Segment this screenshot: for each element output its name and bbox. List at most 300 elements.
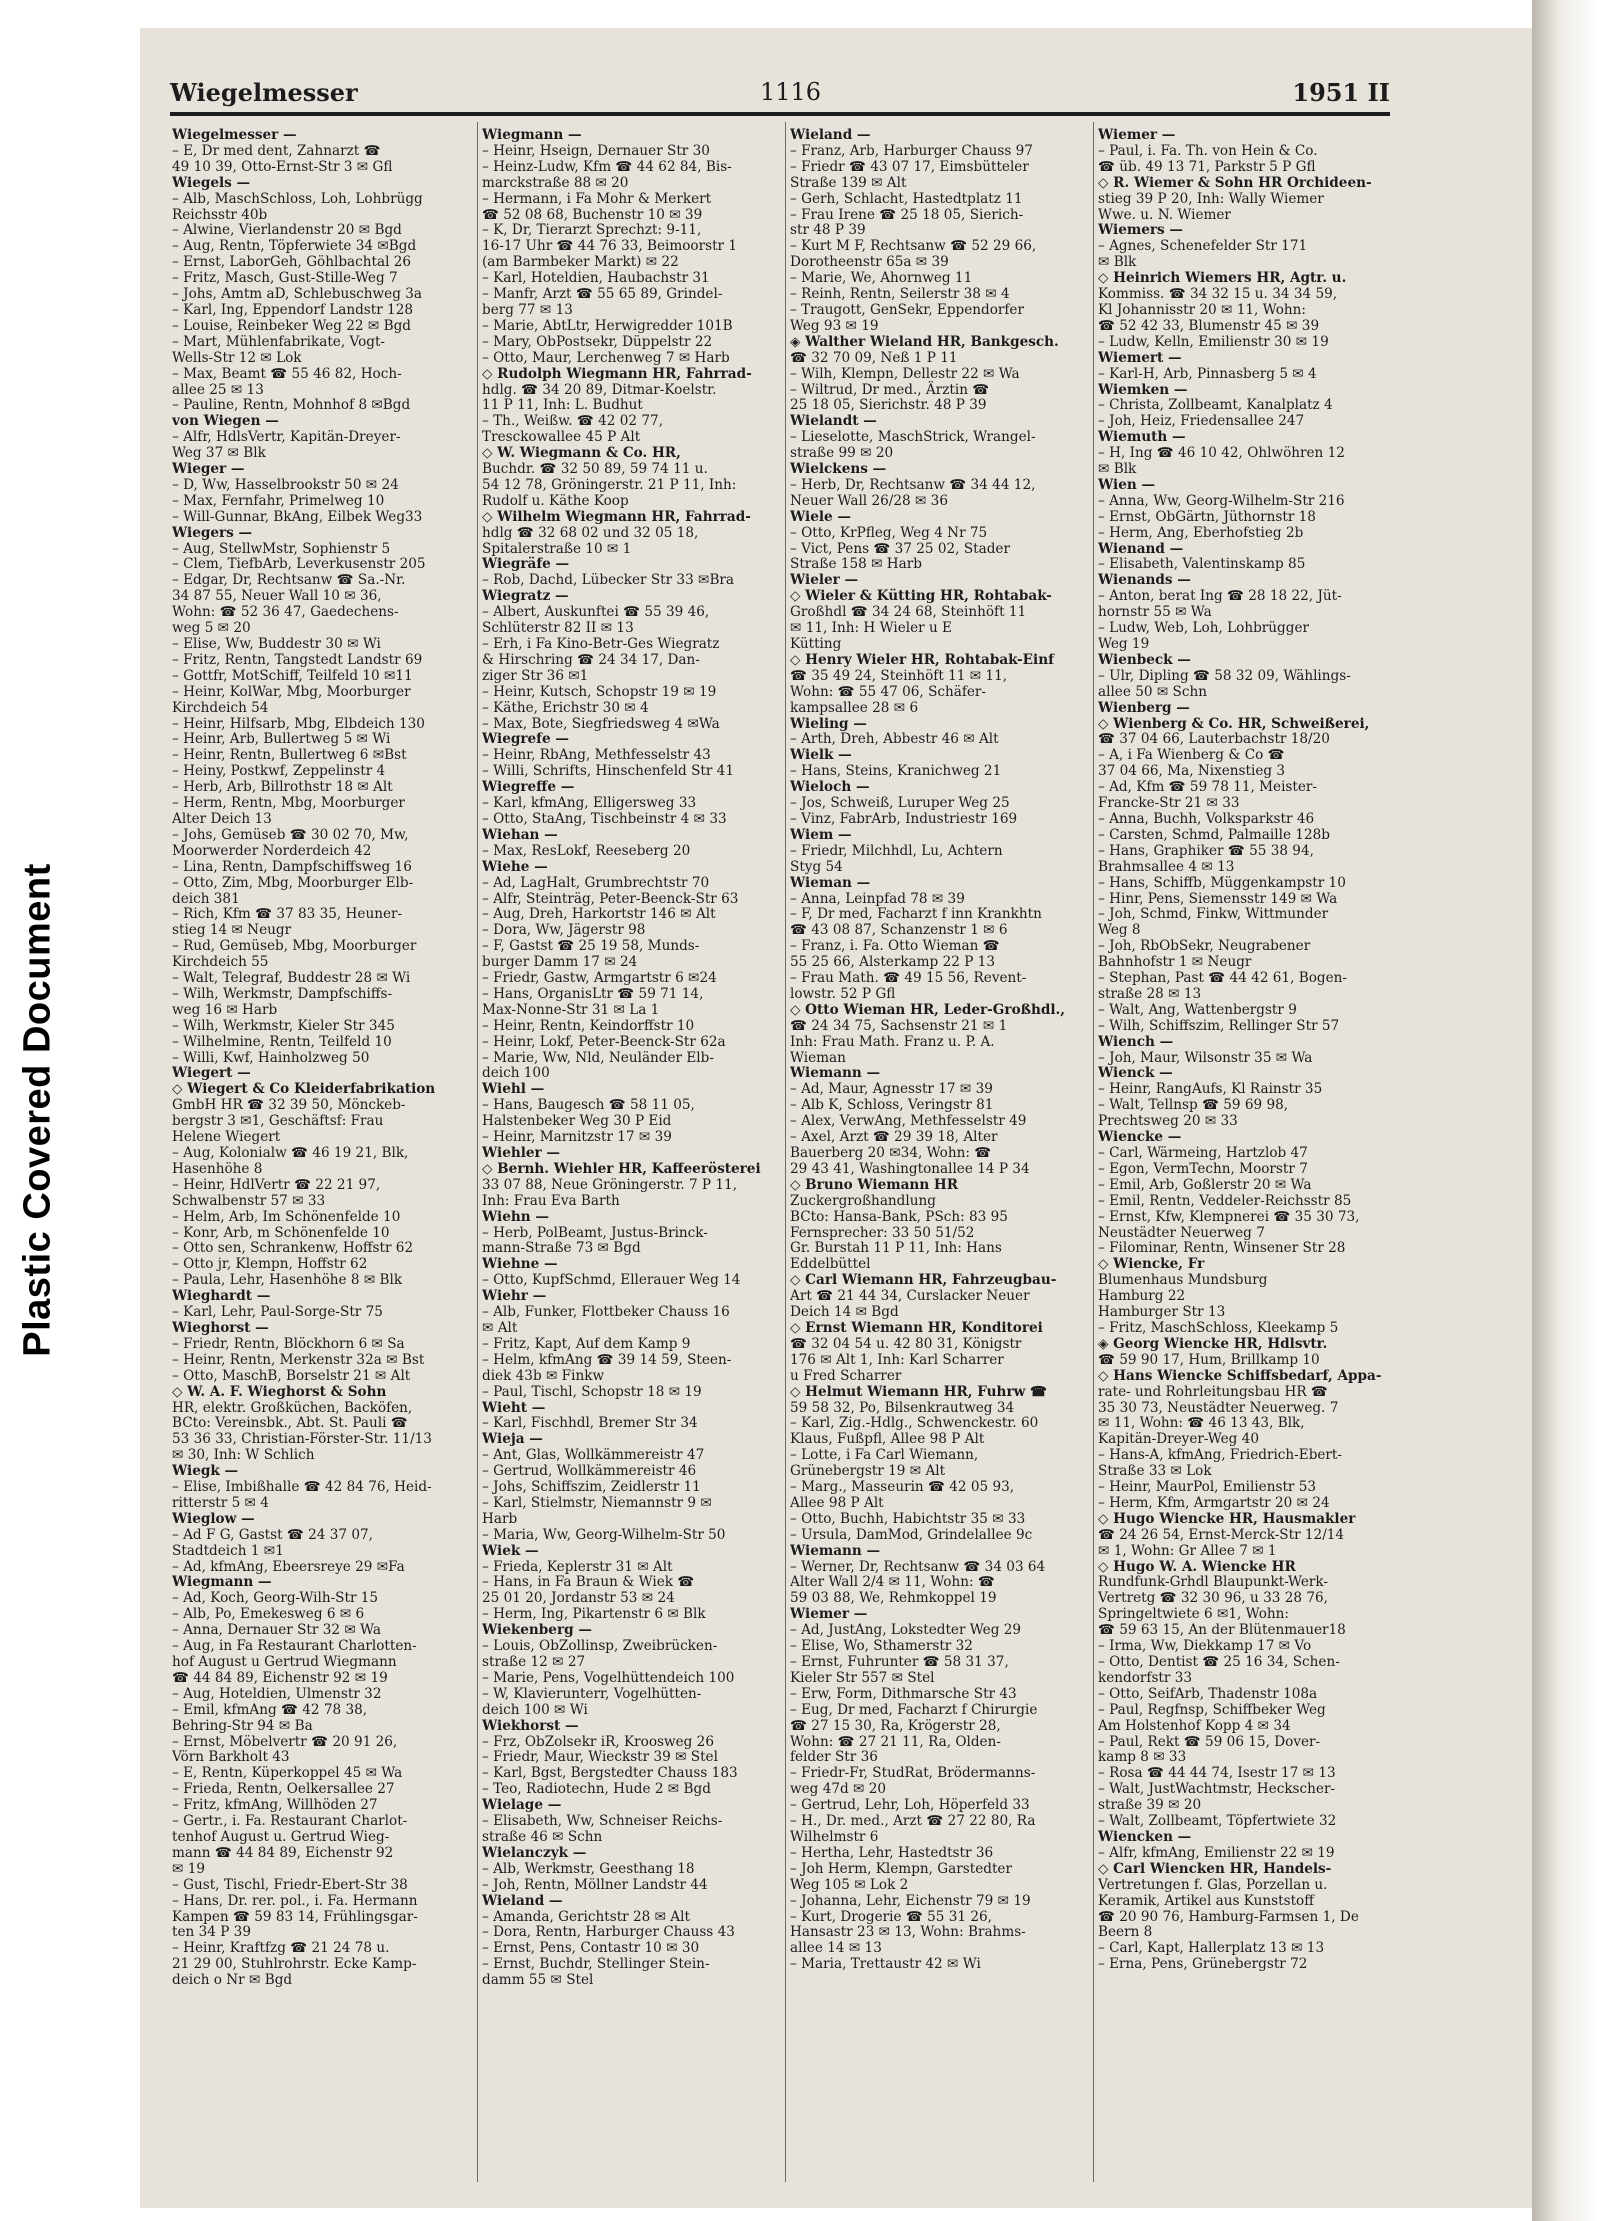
directory-entry-line: – Otto sen, Schrankenw, Hoffstr 62	[172, 1240, 414, 1257]
directory-entry-line: Wohn: ☎ 27 21 11, Ra, Olden-	[790, 1733, 1001, 1750]
directory-entry-line: straße 39 ✉ 20	[1098, 1797, 1202, 1814]
directory-entry-line: ☎ 44 84 89, Eichenstr 92 ✉ 19	[172, 1669, 388, 1686]
directory-entry-line: – Ulr, Dipling ☎ 58 32 09, Wählings-	[1098, 667, 1351, 684]
directory-entry-line: – Th., Weißw. ☎ 42 02 77,	[482, 413, 664, 430]
directory-entry-line: Wien —	[1098, 476, 1156, 493]
directory-entry-line: felder Str 36	[790, 1749, 878, 1766]
directory-entry-line: Reichsstr 40b	[172, 206, 268, 223]
directory-entry-line: – Wilh, Werkmstr, Kieler Str 345	[172, 1017, 395, 1034]
directory-column-2	[482, 128, 780, 2188]
directory-entry-line: – Otto, KrPfleg, Weg 4 Nr 75	[790, 524, 988, 541]
edition-label: 1951 II	[1292, 78, 1390, 107]
directory-entry-line: – Teo, Radiotechn, Hude 2 ✉ Bgd	[482, 1781, 711, 1798]
directory-entry-line: straße 12 ✉ 27	[482, 1654, 586, 1670]
directory-entry-line: – Christa, Zollbeamt, Kanalplatz 4	[1098, 397, 1333, 414]
directory-entry-line: Wielanczyk —	[482, 1844, 587, 1861]
column-divider	[477, 122, 478, 2182]
directory-entry-line: Wiehl —	[482, 1081, 545, 1098]
directory-entry-line: Wiegelmesser —	[172, 128, 297, 143]
directory-entry-line: Francke-Str 21 ✉ 33	[1098, 795, 1240, 812]
directory-entry-line: ◈ Georg Wiencke HR, Hdlsvtr.	[1098, 1335, 1328, 1352]
directory-entry-line: – Otto, Buchh, Habichtstr 35 ✉ 33	[790, 1510, 1026, 1527]
directory-entry-line: – Otto, Zim, Mbg, Moorburger Elb-	[172, 874, 414, 891]
directory-entry-line: bergstr 3 ✉1, Geschäftsf: Frau	[172, 1113, 384, 1130]
directory-entry-line: – Johs, Gemüseb ☎ 30 02 70, Mw,	[172, 826, 409, 843]
directory-entry-line: ten 34 P 39	[172, 1924, 251, 1941]
directory-entry-line: – Hans, Graphiker ☎ 55 38 94,	[1098, 842, 1314, 859]
directory-entry-line: Inh: Frau Eva Barth	[482, 1192, 620, 1209]
directory-entry-line: – Frz, ObZolsekr iR, Kroosweg 26	[482, 1733, 714, 1750]
directory-column-4	[1098, 128, 1394, 2188]
directory-entry-line: Wiegert —	[172, 1065, 251, 1082]
directory-entry-line: – Rosa ☎ 44 44 74, Isestr 17 ✉ 13	[1098, 1765, 1336, 1782]
directory-entry-line: hdlg ☎ 32 68 02 und 32 05 18,	[482, 524, 699, 541]
directory-entry-line: Wieman —	[790, 874, 871, 891]
directory-entry-line: – Anna, Dernauer Str 32 ✉ Wa	[172, 1622, 381, 1639]
directory-entry-line: damm 55 ✉ Stel	[482, 1972, 594, 1989]
directory-entry-line: – Vict, Pens ☎ 37 25 02, Stader	[790, 540, 1010, 557]
directory-entry-line: – Paul, Tischl, Schopstr 18 ✉ 19	[482, 1383, 702, 1400]
directory-entry-line: – Emil, Rentn, Veddeler-Reichsstr 85	[1098, 1192, 1352, 1209]
directory-entry-line: Moorwerder Norderdeich 42	[172, 842, 372, 859]
directory-entry-line: – Marie, We, Ahornweg 11	[790, 270, 973, 287]
directory-entry-line: ◇ Wienberg & Co. HR, Schweißerei,	[1098, 715, 1370, 732]
directory-entry-line: ◈ Walther Wieland HR, Bankgesch.	[790, 333, 1059, 350]
directory-entry-line: Wielandt —	[790, 413, 877, 430]
directory-entry-line: BCto: Vereinsbk., Abt. St. Pauli ☎	[172, 1415, 408, 1432]
directory-entry-line: – Heiny, Postkwf, Zeppelinstr 4	[172, 763, 386, 780]
directory-entry-line: Eddelbüttel	[790, 1256, 871, 1273]
page-header	[170, 70, 1390, 112]
column-divider	[785, 122, 786, 2182]
directory-entry-line: – Friedr, Milchhdl, Lu, Achtern	[790, 842, 1003, 859]
directory-entry-line: – Anna, Ww, Georg-Wilhelm-Str 216	[1098, 492, 1345, 509]
directory-entry-line: Wiehn —	[482, 1208, 549, 1225]
directory-entry-line: Wiemer —	[790, 1606, 868, 1623]
directory-entry-line: – Elise, Ww, Buddestr 30 ✉ Wi	[172, 636, 381, 652]
directory-entry-line: – Wilh, Werkmstr, Dampfschiffs-	[172, 985, 393, 1002]
directory-entry-line: Vörn Barkholt 43	[172, 1749, 290, 1766]
directory-entry-line: Weg 105 ✉ Lok 2	[790, 1876, 909, 1893]
directory-entry-line: – Wilh, Schiffszim, Rellinger Str 57	[1098, 1017, 1340, 1034]
directory-entry-line: – Rob, Dachd, Lübecker Str 33 ✉Bra	[482, 572, 735, 589]
directory-entry-line: Klaus, Fußpfl, Allee 98 P Alt	[790, 1431, 985, 1448]
directory-entry-line: – E, Rentn, Küperkoppel 45 ✉ Wa	[172, 1765, 403, 1782]
directory-entry-line: ziger Str 36 ✉1	[482, 667, 589, 684]
directory-entry-line: – Walt, Zollbeamt, Töpfertwiete 32	[1098, 1813, 1337, 1830]
directory-entry-line: – Alb, MaschSchloss, Loh, Lohbrügg	[172, 190, 423, 207]
directory-entry-line: Wiemann —	[790, 1065, 881, 1082]
directory-entry-line: – Ad, JustAng, Lokstedter Weg 29	[790, 1622, 1022, 1639]
directory-entry-line: – Will-Gunnar, BkAng, Eilbek Weg33	[172, 508, 423, 525]
directory-entry-line: Tresckowallee 45 P Alt	[482, 429, 641, 446]
directory-entry-line: Stadtdeich 1 ✉1	[172, 1542, 284, 1559]
directory-entry-line: – Carl, Wärmeing, Hartzlob 47	[1098, 1145, 1308, 1161]
directory-entry-line: ✉ 19	[172, 1860, 206, 1877]
directory-entry-line: – Herm, Rentn, Mbg, Moorburger	[172, 795, 405, 812]
directory-entry-line: – Gertr., i. Fa. Restaurant Charlot-	[172, 1813, 408, 1830]
directory-entry-line: ◇ Bruno Wiemann HR	[790, 1176, 959, 1193]
directory-entry-line: Wiehe —	[482, 858, 548, 875]
directory-entry-line: – Otto, MaschB, Borselstr 21 ✉ Alt	[172, 1367, 411, 1384]
directory-entry-line: – Maria, Trettaustr 42 ✉ Wi	[790, 1956, 981, 1973]
directory-entry-line: – Louise, Reinbeker Weg 22 ✉ Bgd	[172, 317, 411, 334]
directory-entry-line: Kampen ☎ 59 83 14, Frühlingsgar-	[172, 1908, 418, 1925]
directory-entry-line: – Aug, Dreh, Harkortstr 146 ✉ Alt	[482, 906, 716, 923]
directory-entry-line: – K, Dr, Tierarzt Sprechzt: 9-11,	[482, 222, 702, 239]
directory-entry-line: Brahmsallee 4 ✉ 13	[1098, 858, 1235, 875]
directory-entry-line: Kapitän-Dreyer-Weg 40	[1098, 1431, 1259, 1448]
directory-entry-line: – Arth, Dreh, Abbestr 46 ✉ Alt	[790, 731, 999, 748]
directory-entry-line: – Dora, Rentn, Harburger Chauss 43	[482, 1924, 735, 1941]
directory-entry-line: – Marg., Masseurin ☎ 42 05 93,	[790, 1479, 1015, 1496]
directory-entry-line: – Herm, Kfm, Armgartstr 20 ✉ 24	[1098, 1494, 1330, 1511]
directory-entry-line: – Ludw, Kelln, Emilienstr 30 ✉ 19	[1098, 333, 1329, 350]
directory-entry-line: Wiench —	[1098, 1033, 1174, 1050]
directory-entry-line: 11 P 11, Inh: L. Budhut	[482, 397, 643, 414]
directory-entry-line: – Vinz, FabrArb, Industriestr 169	[790, 810, 1018, 827]
directory-entry-line: – Elisabeth, Ww, Schneiser Reichs-	[482, 1813, 723, 1830]
directory-entry-line: ◇ Otto Wieman HR, Leder-Großhdl.,	[790, 1001, 1065, 1018]
directory-entry-line: – Frau Math. ☎ 49 15 56, Revent-	[790, 970, 1027, 987]
directory-entry-line: – Heinr, Rentn, Merkenstr 32a ✉ Bst	[172, 1351, 425, 1368]
directory-entry-line: ◇ W. A. F. Wieghorst & Sohn	[172, 1383, 387, 1400]
directory-entry-line: ✉ 11, Wohn: ☎ 46 13 43, Blk,	[1098, 1415, 1305, 1432]
directory-entry-line: – Alb, Po, Emekesweg 6 ✉ 6	[172, 1606, 365, 1623]
directory-entry-line: Wiemers —	[1098, 222, 1184, 239]
directory-entry-line: – Helm, Arb, Im Schönenfelde 10	[172, 1208, 401, 1225]
directory-entry-line: – Johanna, Lehr, Eichenstr 79 ✉ 19	[790, 1892, 1031, 1909]
directory-entry-line: Wohn: ☎ 52 36 47, Gaedechens-	[172, 604, 399, 621]
directory-entry-line: – Walt, JustWachtmstr, Heckscher-	[1098, 1781, 1336, 1798]
directory-entry-line: ✉ 1, Wohn: Gr Allee 7 ✉ 1	[1098, 1542, 1277, 1559]
directory-entry-line: Weg 8	[1098, 922, 1141, 939]
directory-entry-line: – Ant, Glas, Wollkämmereistr 47	[482, 1447, 705, 1464]
directory-entry-line: – Traugott, GenSekr, Eppendorfer	[790, 301, 1024, 318]
directory-entry-line: ☎ 35 49 24, Steinhöft 11 ✉ 11,	[790, 667, 1008, 684]
directory-entry-line: – Friedr, Maur, Wieckstr 39 ✉ Stel	[482, 1749, 718, 1766]
directory-entry-line: Kütting	[790, 636, 842, 652]
directory-entry-line: str 48 P 39	[790, 222, 866, 239]
directory-entry-line: – Friedr-Fr, StudRat, Brödermanns-	[790, 1765, 1036, 1782]
directory-entry-line: 33 07 88, Neue Gröningerstr. 7 P 11,	[482, 1176, 738, 1193]
directory-entry-line: Max-Nonne-Str 31 ✉ La 1	[482, 1001, 660, 1018]
directory-entry-line: – Carl, Kapt, Hallerplatz 13 ✉ 13	[1098, 1940, 1325, 1957]
directory-entry-line: Gr. Burstah 11 P 11, Inh: Hans	[790, 1240, 1002, 1257]
directory-entry-line: ◇ W. Wiegmann & Co. HR,	[482, 445, 681, 462]
directory-entry-line: – F, Dr med, Facharzt f inn Krankhtn	[790, 906, 1042, 923]
directory-entry-line: – Ad, Kfm ☎ 59 78 11, Meister-	[1098, 779, 1317, 796]
directory-entry-line: – Amanda, Gerichtstr 28 ✉ Alt	[482, 1908, 690, 1925]
directory-entry-line: burger Damm 17 ✉ 24	[482, 954, 638, 971]
directory-entry-line: – Ernst, LaborGeh, Göhlbachtal 26	[172, 254, 412, 271]
directory-entry-line: – Alb, Funker, Flottbeker Chauss 16	[482, 1304, 730, 1321]
directory-entry-line: Wieger —	[172, 461, 245, 478]
directory-entry-line: – Franz, Arb, Harburger Chauss 97	[790, 142, 1033, 159]
directory-entry-line: Straße 33 ✉ Lok	[1098, 1463, 1212, 1480]
directory-entry-line: – Johs, Amtm aD, Schlebuschweg 3a	[172, 286, 422, 303]
directory-entry-line: straße 28 ✉ 13	[1098, 985, 1202, 1002]
directory-entry-line: – Hinr, Pens, Siemensstr 149 ✉ Wa	[1098, 890, 1338, 907]
directory-entry-line: Springeltwiete 6 ✉1, Wohn:	[1098, 1606, 1290, 1623]
directory-entry-line: – Karl-H, Arb, Pinnasberg 5 ✉ 4	[1098, 365, 1317, 382]
directory-entry-line: ☎ 59 90 17, Hum, Brillkamp 10	[1098, 1351, 1320, 1368]
directory-entry-line: Halstenbeker Weg 30 P Eid	[482, 1113, 672, 1130]
directory-entry-line: – Lina, Rentn, Dampfschiffsweg 16	[172, 858, 412, 875]
directory-entry-line: – Paul, Regfnsp, Schiffbeker Weg	[1098, 1701, 1326, 1718]
directory-entry-line: Wiegk —	[172, 1463, 239, 1480]
directory-entry-line: Großhdl ☎ 34 24 68, Steinhöft 11	[790, 604, 1027, 621]
directory-entry-line: – Heinr, Rentn, Keindorffstr 10	[482, 1017, 695, 1034]
directory-entry-line: – Maria, Ww, Georg-Wilhelm-Str 50	[482, 1526, 726, 1543]
directory-entry-line: – Agnes, Schenefelder Str 171	[1098, 238, 1308, 255]
directory-entry-line: Allee 98 P Alt	[790, 1494, 884, 1511]
directory-entry-line: deich 100 ✉ Wi	[482, 1701, 588, 1718]
directory-entry-line: Wells-Str 12 ✉ Lok	[172, 349, 302, 366]
column-divider	[1093, 122, 1094, 2182]
directory-entry-line: 59 58 32, Po, Bilsenkrautweg 34	[790, 1399, 1015, 1416]
directory-entry-line: Wiencke —	[1098, 1129, 1182, 1146]
directory-entry-line: ✉ Blk	[1098, 461, 1137, 478]
directory-entry-line: – Alfr, HdlsVertr, Kapitän-Dreyer-	[172, 429, 401, 446]
directory-entry-line: – Dora, Ww, Jägerstr 98	[482, 922, 646, 939]
directory-entry-line: Wiele —	[790, 508, 851, 525]
directory-entry-line: – Heinr, RangAufs, Kl Rainstr 35	[1098, 1081, 1323, 1098]
directory-entry-line: stieg 14 ✉ Neugr	[172, 922, 292, 939]
directory-entry-line: ◇ Helmut Wiemann HR, Fuhrw ☎	[790, 1383, 1047, 1400]
directory-entry-line: Grünebergstr 19 ✉ Alt	[790, 1463, 946, 1480]
directory-column-3	[790, 128, 1088, 2188]
directory-entry-line: Wohn: ☎ 55 47 06, Schäfer-	[790, 683, 987, 700]
directory-entry-line: straße 99 ✉ 20	[790, 445, 894, 462]
directory-entry-line: allee 14 ✉ 13	[790, 1940, 882, 1957]
directory-entry-line: – Axel, Arzt ☎ 29 39 18, Alter	[790, 1129, 998, 1146]
directory-entry-line: – Kurt, Drogerie ☎ 55 31 26,	[790, 1908, 992, 1925]
directory-entry-line: Wiegers —	[172, 524, 253, 541]
directory-entry-line: – Walt, Ang, Wattenbergstr 9	[1098, 1001, 1297, 1018]
directory-entry-line: lowstr. 52 P Gfl	[790, 985, 896, 1002]
directory-entry-line: – Joh Herm, Klempn, Garstedter	[790, 1860, 1012, 1877]
directory-entry-line: kamp 8 ✉ 33	[1098, 1749, 1187, 1766]
directory-entry-line: – Ursula, DamMod, Grindelallee 9c	[790, 1526, 1033, 1543]
directory-entry-line: – Heinr, Hseign, Dernauer Str 30	[482, 142, 710, 159]
directory-entry-line: – Ernst, Möbelvertr ☎ 20 91 26,	[172, 1733, 398, 1750]
directory-entry-line: – Wiltrud, Dr med., Ärztin ☎	[790, 381, 990, 398]
directory-entry-line: – Walt, Telegraf, Buddestr 28 ✉ Wi	[172, 970, 411, 987]
directory-entry-line: – Filominar, Rentn, Winsener Str 28	[1098, 1240, 1346, 1257]
directory-entry-line: Prechtsweg 20 ✉ 33	[1098, 1113, 1238, 1130]
directory-entry-line: 34 87 55, Neuer Wall 10 ✉ 36,	[172, 588, 382, 605]
directory-entry-line: – Hermann, i Fa Mohr & Merkert	[482, 190, 712, 207]
directory-entry-line: Wieman	[790, 1049, 846, 1066]
directory-entry-line: – Johs, Schiffszim, Zeidlerstr 11	[482, 1479, 701, 1496]
directory-entry-line: Fernsprecher: 33 50 51/52	[790, 1224, 975, 1241]
directory-entry-line: Wiehler —	[482, 1145, 561, 1161]
page-number: 1116	[760, 78, 822, 106]
directory-entry-line: stieg 39 P 20, Inh: Wally Wiemer	[1098, 190, 1324, 207]
directory-entry-line: 176 ✉ Alt 1, Inh: Karl Scharrer	[790, 1351, 1004, 1368]
directory-entry-line: 49 10 39, Otto-Ernst-Str 3 ✉ Gfl	[172, 158, 393, 175]
directory-entry-line: & Hirschring ☎ 24 34 17, Dan-	[482, 651, 700, 668]
directory-entry-line: ritterstr 5 ✉ 4	[172, 1494, 269, 1511]
directory-entry-line: – Willi, Kwf, Hainholzweg 50	[172, 1049, 370, 1066]
directory-entry-line: 59 03 88, We, Rehmkoppel 19	[790, 1590, 997, 1607]
directory-entry-line: – Alwine, Vierlandenstr 20 ✉ Bgd	[172, 222, 402, 239]
directory-entry-line: – Manfr, Arzt ☎ 55 65 89, Grindel-	[482, 286, 723, 303]
directory-entry-line: Harb	[482, 1510, 518, 1527]
directory-entry-line: – Käthe, Erichstr 30 ✉ 4	[482, 699, 649, 716]
directory-entry-line: – Herm, Ang, Eberhofstieg 2b	[1098, 524, 1304, 541]
directory-entry-line: Wielk —	[790, 747, 852, 764]
directory-entry-line: – Joh, Maur, Wilsonstr 35 ✉ Wa	[1098, 1049, 1313, 1066]
directory-entry-line: – Ad, LagHalt, Grumbrechtstr 70	[482, 874, 710, 891]
directory-entry-line: Kommiss. ☎ 34 32 15 u. 34 34 59,	[1098, 286, 1338, 303]
directory-entry-line: 53 36 33, Christian-Förster-Str. 11/13	[172, 1431, 432, 1448]
directory-entry-line: Beern 8	[1098, 1924, 1153, 1941]
directory-entry-line: Keramik, Artikel aus Kunststoff	[1098, 1892, 1314, 1909]
directory-entry-line: – H, Ing ☎ 46 10 42, Ohlwöhren 12	[1098, 445, 1345, 462]
directory-entry-line: Wienand —	[1098, 540, 1184, 557]
directory-entry-line: – Marie, Pens, Vogelhüttendeich 100	[482, 1669, 735, 1686]
directory-entry-line: – Herb, Dr, Rechtsanw ☎ 34 44 12,	[790, 476, 1036, 493]
directory-entry-line: Wielage —	[482, 1797, 562, 1814]
directory-entry-line: – Heinr, Marnitzstr 17 ✉ 39	[482, 1129, 672, 1146]
directory-entry-line: – Aug, Kolonialw ☎ 46 19 21, Blk,	[172, 1145, 409, 1161]
directory-entry-line: – Lotte, i Fa Carl Wiemann,	[790, 1447, 979, 1464]
directory-entry-line: – Friedr, Gastw, Armgartstr 6 ✉24	[482, 970, 717, 987]
directory-entry-line: ✉ 30, Inh: W Schlich	[172, 1447, 315, 1464]
directory-entry-line: – Ernst, Pens, Contastr 10 ✉ 30	[482, 1940, 700, 1957]
directory-entry-line: Art ☎ 21 44 34, Curslacker Neuer	[790, 1288, 1030, 1305]
directory-entry-line: – Alb K, Schloss, Veringstr 81	[790, 1097, 994, 1114]
directory-entry-line: – Jos, Schweiß, Luruper Weg 25	[790, 795, 1010, 812]
directory-entry-line: – Paul, Rekt ☎ 59 06 15, Dover-	[1098, 1733, 1321, 1750]
directory-entry-line: allee 25 ✉ 13	[172, 381, 264, 398]
directory-entry-line: 25 01 20, Jordanstr 53 ✉ 24	[482, 1590, 675, 1607]
directory-entry-line: Hamburger Str 13	[1098, 1304, 1226, 1321]
directory-entry-line: – Otto, StaAng, Tischbeinstr 4 ✉ 33	[482, 810, 727, 827]
directory-entry-line: – Max, ResLokf, Reeseberg 20	[482, 842, 691, 859]
directory-entry-line: – Paula, Lehr, Hasenhöhe 8 ✉ Blk	[172, 1272, 403, 1289]
directory-entry-line: – Hans, Steins, Kranichweg 21	[790, 763, 1002, 780]
directory-entry-line: – Heinr, HdlVertr ☎ 22 21 97,	[172, 1176, 381, 1193]
directory-entry-line: Wiemann —	[790, 1542, 881, 1559]
directory-entry-line: berg 77 ✉ 13	[482, 301, 573, 318]
directory-entry-line: Hasenhöhe 8	[172, 1160, 263, 1177]
directory-entry-line: ☎ 24 34 75, Sachsenstr 21 ✉ 1	[790, 1017, 1008, 1034]
directory-entry-line: – Otto, SeifArb, Thadenstr 108a	[1098, 1685, 1318, 1702]
directory-entry-line: – Anna, Leinpfad 78 ✉ 39	[790, 890, 965, 907]
directory-entry-line: – Friedr ☎ 43 07 17, Eimsbütteler	[790, 158, 1029, 175]
directory-entry-line: Buchdr. ☎ 32 50 89, 59 74 11 u.	[482, 461, 708, 478]
directory-entry-line: – Herm, Ing, Pikartenstr 6 ✉ Blk	[482, 1606, 706, 1623]
directory-entry-line: Blumenhaus Mundsburg	[1098, 1272, 1268, 1289]
directory-entry-line: – Karl, Bgst, Bergstedter Chauss 183	[482, 1765, 738, 1782]
directory-entry-line: – Anna, Buchh, Volksparkstr 46	[1098, 810, 1315, 827]
directory-entry-line: Deich 14 ✉ Bgd	[790, 1304, 899, 1321]
directory-entry-line: – F, Gastst ☎ 25 19 58, Munds-	[482, 938, 700, 955]
directory-entry-line: – Ad, kfmAng, Ebeersreye 29 ✉Fa	[172, 1558, 405, 1575]
directory-entry-line: – Alfr, Steinträg, Peter-Beenck-Str 63	[482, 890, 739, 907]
directory-entry-line: – Fritz, MaschSchloss, Kleekamp 5	[1098, 1319, 1339, 1336]
document-type-sidebar	[0, 0, 76, 2221]
directory-entry-line: mann-Straße 73 ✉ Bgd	[482, 1240, 641, 1257]
directory-entry-line: – Heinz-Ludw, Kfm ☎ 44 62 84, Bis-	[482, 158, 732, 175]
directory-entry-line: Wiemken —	[1098, 381, 1188, 398]
directory-entry-line: – Heinr, Lokf, Peter-Beenck-Str 62a	[482, 1033, 726, 1050]
directory-entry-line: – Wilhelmine, Rentn, Teilfeld 10	[172, 1033, 392, 1050]
directory-entry-line: ◇ Heinrich Wiemers HR, Agtr. u.	[1098, 270, 1347, 287]
directory-entry-line: – Gerh, Schlacht, Hastedtplatz 11	[790, 190, 1023, 207]
directory-entry-line: – Reinh, Rentn, Seilerstr 38 ✉ 4	[790, 286, 1010, 303]
directory-entry-line: – Fritz, Kapt, Auf dem Kamp 9	[482, 1335, 691, 1352]
directory-entry-line: – Joh, Rentn, Möllner Landstr 44	[482, 1876, 708, 1893]
directory-entry-line: u Fred Scharrer	[790, 1367, 902, 1384]
directory-entry-line: – Aug, in Fa Restaurant Charlotten-	[172, 1638, 417, 1655]
directory-entry-line: – Hans-A, kfmAng, Friedrich-Ebert-	[1098, 1447, 1342, 1464]
running-head: Wiegelmesser	[170, 78, 358, 107]
directory-entry-line: – Eug, Dr med, Facharzt f Chirurgie	[790, 1701, 1038, 1718]
directory-entry-line: deich 381	[172, 890, 240, 907]
directory-entry-line: Wiemuth —	[1098, 429, 1186, 446]
directory-entry-line: – Karl, Ing, Eppendorf Landstr 128	[172, 301, 413, 318]
directory-entry-line: Wiegräfe —	[482, 556, 570, 573]
directory-entry-line: – Kurt M F, Rechtsanw ☎ 52 29 66,	[790, 238, 1037, 255]
directory-entry-line: Helene Wiegert	[172, 1129, 281, 1146]
directory-entry-line: – Hertha, Lehr, Hastedtstr 36	[790, 1844, 994, 1861]
directory-entry-line: – Otto, Maur, Lerchenweg 7 ✉ Harb	[482, 349, 730, 366]
directory-entry-line: Wieland —	[790, 128, 871, 143]
directory-entry-line: ☎ 59 63 15, An der Blütenmauer18	[1098, 1622, 1346, 1639]
directory-entry-line: tenhof August u. Gertrud Wieg-	[172, 1828, 390, 1845]
directory-entry-line: Wiegrefe —	[482, 731, 569, 748]
directory-entry-line: ◇ Wiencke, Fr	[1098, 1256, 1205, 1273]
directory-entry-line: Wiekhorst —	[482, 1717, 579, 1734]
directory-entry-line: weg 5 ✉ 20	[172, 620, 251, 637]
directory-entry-line: – Ad F G, Gastst ☎ 24 37 07,	[172, 1526, 373, 1543]
directory-entry-line: ◇ Wiegert & Co Kleiderfabrikation	[172, 1081, 436, 1098]
directory-entry-line: ☎ 37 04 66, Lauterbachstr 18/20	[1098, 731, 1330, 748]
directory-entry-line: – Fritz, Rentn, Tangstedt Landstr 69	[172, 651, 423, 668]
directory-entry-line: – Clem, TiefbArb, Leverkusenstr 205	[172, 556, 426, 573]
directory-entry-line: – Irma, Ww, Diekkamp 17 ✉ Vo	[1098, 1638, 1312, 1655]
directory-entry-line: Wielckens —	[790, 461, 887, 478]
directory-entry-line: – Paul, i. Fa. Th. von Hein & Co.	[1098, 142, 1318, 159]
directory-entry-line: ◇ Hugo Wiencke HR, Hausmakler	[1098, 1510, 1356, 1527]
directory-entry-line: – Max, Beamt ☎ 55 46 82, Hoch-	[172, 365, 402, 382]
directory-entry-line: weg 16 ✉ Harb	[172, 1001, 278, 1018]
directory-entry-line: – Karl, Stielmstr, Niemannstr 9 ✉	[482, 1494, 712, 1511]
directory-entry-line: – Egon, VermTechn, Moorstr 7	[1098, 1160, 1308, 1177]
directory-entry-line: – Hans, in Fa Braun & Wiek ☎	[482, 1574, 695, 1591]
directory-entry-line: Wiem —	[790, 826, 852, 843]
directory-entry-line: – Karl, Hoteldien, Haubachstr 31	[482, 270, 710, 287]
directory-entry-line: Wiehr —	[482, 1288, 547, 1305]
directory-entry-line: ☎ 52 42 33, Blumenstr 45 ✉ 39	[1098, 317, 1320, 334]
directory-entry-line: allee 50 ✉ Schn	[1098, 683, 1207, 700]
directory-entry-line: deich 100	[482, 1065, 550, 1082]
directory-entry-line: Styg 54	[790, 858, 843, 875]
directory-entry-line: – Hans, OrganisLtr ☎ 59 71 14,	[482, 985, 704, 1002]
directory-entry-line: Wienck —	[1098, 1065, 1173, 1082]
directory-entry-line: – D, Ww, Hasselbrookstr 50 ✉ 24	[172, 476, 399, 493]
directory-entry-line: – Herb, Arb, Billrothstr 18 ✉ Alt	[172, 779, 393, 796]
directory-entry-line: – Elisabeth, Valentinskamp 85	[1098, 556, 1306, 573]
directory-entry-line: – Aug, StellwMstr, Sophienstr 5	[172, 540, 391, 557]
directory-entry-line: – Max, Bote, Siegfriedsweg 4 ✉Wa	[482, 715, 720, 732]
directory-entry-line: – Heinr, Kraftfzg ☎ 21 24 78 u.	[172, 1940, 390, 1957]
directory-entry-line: Wieland —	[482, 1892, 563, 1909]
